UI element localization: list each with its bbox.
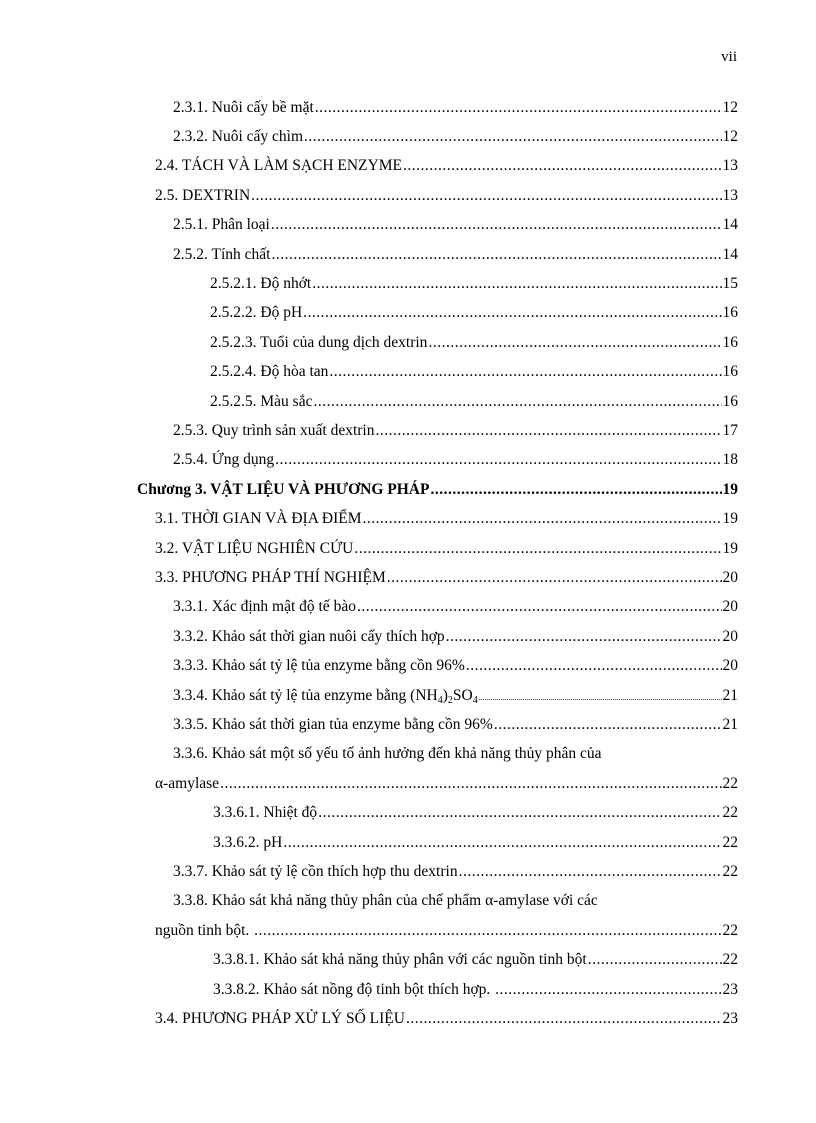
toc-entry-title: 2.5.2.5. Màu sắc — [210, 393, 313, 410]
dot-leader — [430, 481, 721, 499]
dot-leader — [446, 628, 722, 646]
dot-leader — [318, 804, 721, 822]
dot-leader — [283, 834, 721, 852]
toc-entry[interactable] — [155, 534, 738, 558]
toc-entry-page: 20 — [722, 657, 738, 674]
dot-leader — [403, 157, 721, 175]
toc-entry-page: 16 — [722, 334, 738, 351]
page-number: vii — [721, 49, 737, 65]
toc-entry-title: 2.5. DEXTRIN — [155, 187, 251, 204]
toc-entry-page: 16 — [722, 393, 738, 410]
toc-entry-page: 22 — [722, 863, 738, 880]
toc-entry-page: 22 — [722, 775, 738, 792]
toc-entry[interactable] — [173, 739, 738, 763]
toc-entry-page: 22 — [722, 922, 738, 939]
toc-entry-title: 3.3.7. Khảo sát tỷ lệ cồn thích hợp thu dextrin — [173, 863, 458, 880]
toc-entry-title: 2.4. TÁCH VÀ LÀM SẠCH ENZYME — [155, 157, 403, 174]
toc-entry[interactable] — [173, 416, 738, 440]
toc-entry-page: 21 — [722, 687, 738, 704]
toc-entry-title: 3.3.8.1. Khảo sát khả năng thủy phân với các nguồn tinh bột — [213, 951, 587, 968]
dot-leader — [357, 598, 722, 616]
dot-leader — [494, 716, 722, 734]
toc-entry-title: 3.3.8.2. Khảo sát nồng độ tinh bột thích hợp. — [213, 981, 495, 998]
dot-leader — [220, 775, 721, 793]
dot-leader — [315, 99, 722, 117]
toc-entry-title: 2.5.4. Ứng dụng — [173, 451, 275, 468]
toc-entry-title: 3.4. PHƯƠNG PHÁP XỬ LÝ SỐ LIỆU — [155, 1010, 405, 1027]
toc-entry[interactable] — [173, 857, 738, 881]
dot-leader — [495, 981, 721, 999]
toc-entry[interactable] — [173, 622, 738, 646]
toc-entry-page: 22 — [722, 804, 738, 821]
toc-entry[interactable] — [173, 122, 738, 146]
toc-entry[interactable] — [173, 592, 738, 616]
dot-leader — [254, 922, 721, 940]
toc-entry[interactable] — [155, 504, 738, 528]
toc-entry-title: 3.3. PHƯƠNG PHÁP THÍ NGHIỆM — [155, 569, 386, 586]
dot-leader — [466, 657, 722, 675]
dot-leader — [271, 216, 722, 234]
toc-entry-title: 3.3.2. Khảo sát thời gian nuôi cấy thích hợp — [173, 628, 445, 645]
toc-entry-page: 12 — [722, 99, 738, 116]
toc-entry-title: 2.5.3. Quy trình sản xuất dextrin — [173, 422, 375, 439]
toc-entry-title: 3.3.4. Khảo sát tỷ lệ tủa enzyme bằng $(NH_4)_2SO_4$ — [173, 687, 478, 706]
toc-entry-title: 3.3.5. Khảo sát thời gian tủa enzyme bằng cồn 96% — [173, 716, 493, 733]
toc-entry-title: 3.2. VẬT LIỆU NGHIÊN CỨU — [155, 540, 354, 557]
toc-entry-title: 2.3.2. Nuôi cấy chìm — [173, 128, 304, 145]
toc-chapter-entry[interactable] — [137, 475, 738, 499]
toc-entry-page: 16 — [722, 363, 738, 380]
toc-entry-title: 2.5.1. Phân loại — [173, 216, 270, 233]
toc-entry-title: 2.5.2.2. Độ pH — [210, 304, 303, 321]
toc-entry-page: 22 — [722, 951, 738, 968]
toc-entry-title: 2.5.2. Tính chất — [173, 246, 271, 263]
toc-entry-title: 2.5.2.3. Tuổi của dung dịch dextrin — [210, 334, 428, 351]
toc-entry[interactable] — [173, 651, 738, 675]
toc-entry-page: 12 — [722, 128, 738, 145]
dot-leader — [479, 691, 722, 705]
toc-entry-title: 2.5.2.1. Độ nhớt — [210, 275, 312, 292]
dot-leader — [303, 304, 721, 322]
dot-leader — [329, 363, 721, 381]
dot-leader — [459, 863, 722, 881]
toc-entry-page: 19 — [722, 481, 738, 498]
toc-entry-title: 3.3.6.2. pH — [213, 834, 283, 851]
dot-leader — [406, 1010, 722, 1028]
toc-entry-title: 2.3.1. Nuôi cấy bề mặt — [173, 99, 314, 116]
toc-entry-page: 20 — [722, 598, 738, 615]
toc-entry-title: 3.3.6.1. Nhiệt độ — [213, 804, 318, 821]
toc-entry-page: 21 — [722, 716, 738, 733]
toc-entry-title: 3.3.6. Khảo sát một số yếu tố ảnh hưởng đến khả năng thủy phân của — [173, 745, 602, 762]
dot-leader — [313, 393, 721, 411]
dot-leader — [312, 275, 721, 293]
toc-entry[interactable] — [155, 563, 738, 587]
toc-entry-page: 18 — [722, 451, 738, 468]
toc-entry-page: 22 — [722, 834, 738, 851]
toc-entry[interactable] — [213, 828, 738, 852]
toc-entry-page: 23 — [722, 1010, 738, 1027]
toc-entry[interactable] — [155, 151, 738, 175]
toc-entry-page: 20 — [722, 628, 738, 645]
dot-leader — [428, 334, 721, 352]
toc-entry-page: 20 — [722, 569, 738, 586]
toc-entry[interactable] — [155, 181, 738, 205]
toc-entry[interactable] — [173, 240, 738, 264]
toc-entry-page: 19 — [722, 510, 738, 527]
toc-entry[interactable] — [210, 298, 738, 322]
toc-entry-title: α-amylase — [155, 775, 220, 792]
toc-entry[interactable] — [210, 387, 738, 411]
toc-entry[interactable] — [173, 710, 738, 734]
toc-entry[interactable] — [210, 269, 738, 293]
toc-entry-title: 3.3.8. Khảo sát khả năng thủy phân của chế phẩm α-amylase với các — [173, 892, 598, 909]
toc-entry-page: 16 — [722, 304, 738, 321]
dot-leader — [271, 246, 721, 264]
toc-entry-title: nguồn tinh bột. — [155, 922, 254, 939]
toc-entry-page: 23 — [722, 981, 738, 998]
dot-leader — [588, 951, 722, 969]
toc-entry-title: 2.5.2.4. Độ hòa tan — [210, 363, 329, 380]
toc-entry-title: 3.3.1. Xác định mật độ tế bào — [173, 598, 356, 615]
dot-leader — [375, 422, 721, 440]
dot-leader — [251, 187, 721, 205]
toc-entry[interactable] — [173, 681, 738, 705]
dot-leader — [354, 540, 721, 558]
toc-entry-title: Chương 3. VẬT LIỆU VÀ PHƯƠNG PHÁP — [137, 481, 430, 498]
dot-leader — [363, 510, 722, 528]
dot-leader — [304, 128, 721, 146]
toc-entry[interactable] — [173, 93, 738, 117]
toc-entry-title: 3.1. THỜI GIAN VÀ ĐỊA ĐIỂM — [155, 510, 362, 527]
toc-entry[interactable] — [210, 357, 738, 381]
toc-entry[interactable] — [155, 916, 738, 940]
toc-entry-page: 14 — [722, 246, 738, 263]
toc-entry-page: 19 — [722, 540, 738, 557]
toc-entry-page: 17 — [722, 422, 738, 439]
toc-entry[interactable] — [155, 769, 738, 793]
toc-entry-page: 14 — [722, 216, 738, 233]
toc-entry[interactable] — [155, 1004, 738, 1028]
toc-entry[interactable] — [213, 798, 738, 822]
toc-entry-page: 13 — [722, 187, 738, 204]
toc-entry[interactable] — [173, 445, 738, 469]
toc-entry[interactable] — [210, 328, 738, 352]
toc-entry[interactable] — [173, 210, 738, 234]
toc-entry-page: 15 — [722, 275, 738, 292]
toc-entry[interactable] — [213, 975, 738, 999]
dot-leader — [275, 451, 721, 469]
dot-leader — [387, 569, 722, 587]
toc-entry-page: 13 — [722, 157, 738, 174]
toc-entry[interactable] — [213, 945, 738, 969]
toc-entry-title: 3.3.3. Khảo sát tỷ lệ tủa enzyme bằng cồn 96% — [173, 657, 465, 674]
toc-entry[interactable] — [173, 886, 738, 910]
